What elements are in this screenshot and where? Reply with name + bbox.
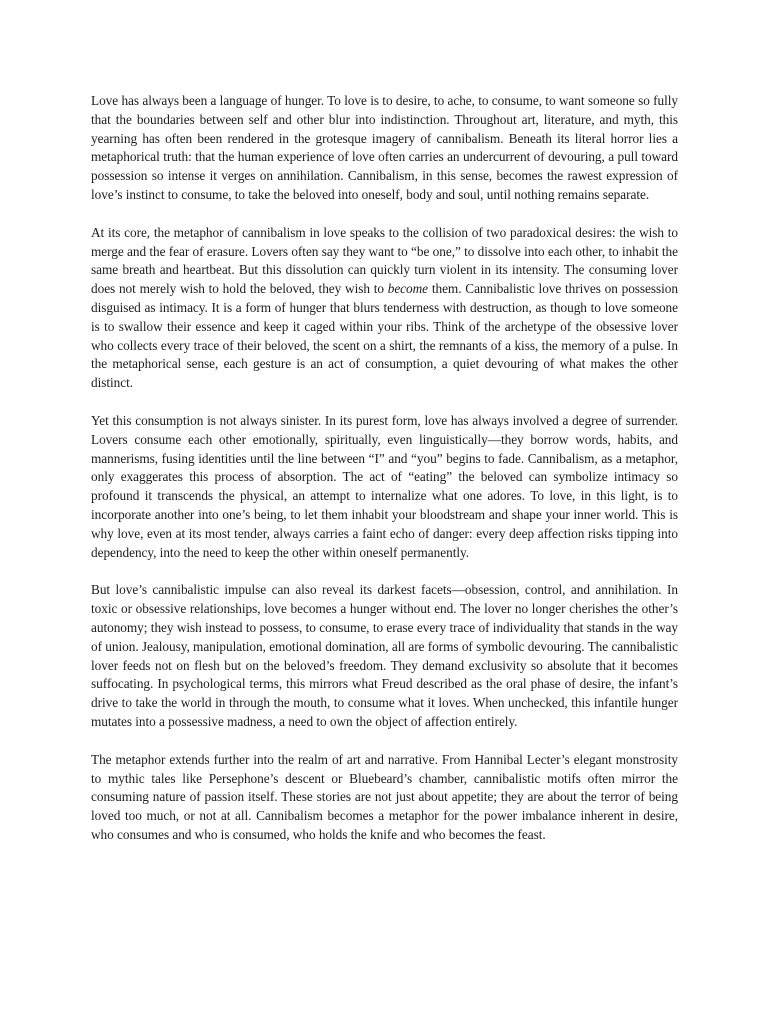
paragraph-5: The metaphor extends further into the realm of art and narrative. From Hannibal Lecter’s elegant monstrosity to mythic tales like Persephone’s descent or Bluebeard’s chamber, cannibalistic motifs often mirror the consuming nature of passion itself. These stories are not just about appetite; they are about the terror of being loved too much, or not at all. Cannibalism becomes a metaphor for the power imbalance inherent in desire, who consumes and who is consumed, who holds the knife and who becomes the feast. — [91, 751, 678, 842]
paragraph-4: But love’s cannibalistic impulse can also reveal its darkest facets—obsession, control, and annihilation. In toxic or obsessive relationships, love becomes a hunger without end. The lover no longer cherishes the other’s autonomy; they wish instead to possess, to consume, to erase every trace of individuality that stands in the way of union. Jealousy, manipulation, emotional domination, all are forms of symbolic devouring. The cannibalistic lover feeds not on flesh but on the beloved’s freedom. They demand exclusivity so absolute that it becomes suffocating. In psychological terms, this mirrors what Freud described as the oral phase of desire, the infant’s drive to take the world in through the mouth, to consume what it loves. When unchecked, this infantile hunger mutates into a possessive madness, a need to own the object of affection entirely. — [91, 582, 678, 729]
paragraph-2-italic-word: become — [387, 281, 429, 297]
paragraph-2-part-2: them. Cannibalistic love thrives on possession disguised as intimacy. It is a form of hunger that blurs tenderness with destruction, as though to love someone is to swallow their essence and keep it caged within your ribs. Think of the archetype of the obsessive lover who collects every trace of their beloved, the scent on a shirt, the remnants of a kiss, the memory of a pulse. In the metaphorical sense, each gesture is an act of consumption, a quiet devouring of what makes the other distinct. — [91, 281, 678, 391]
paragraph-3: Yet this consumption is not always sinister. In its purest form, love has always involved a degree of surrender. Lovers consume each other emotionally, spiritually, even linguistically—they borrow words, habits, and mannerisms, fusing identities until the line between “I” and “you” begins to fade. Cannibalism, as a metaphor, only exaggerates this process of absorption. The act of “eating” the beloved can symbolize intimacy so profound it transcends the physical, an attempt to internalize what one adores. To love, in this light, is to incorporate another into one’s being, to let them inhabit your bloodstream and shape your inner world. This is why love, even at its most tender, always carries a faint echo of danger: every deep affection risks tipping into dependency, into the need to keep the other within oneself permanently. — [91, 412, 678, 560]
paragraph-2-part-1: At its core, the metaphor of cannibalism in love speaks to the collision of two paradoxical desires: the wish to merge and the fear of erasure. Lovers often say they want to “be one,” to dissolve into each other, to inhabit the same breath and heartbeat. But this dissolution can quickly turn violent in its intensity. The consuming lover does not merely wish to hold the beloved, they wish to — [91, 224, 678, 297]
paragraph-1: Love has always been a language of hunger. To love is to desire, to ache, to consume, to want someone so fully that the boundaries between self and other blur into indistinction. Throughout art, literature, and myth, this yearning has often been rendered in the grotesque imagery of cannibalism. Beneath its literal horror lies a metaphorical truth: that the human experience of love often carries an undercurrent of devouring, a pull toward possession so intense it verges on annihilation. Cannibalism, in this sense, becomes the rawest expression of love’s instinct to consume, to take the beloved into oneself, body and soul, until nothing remains separate. — [91, 93, 678, 202]
paragraph-2 — [91, 224, 678, 393]
